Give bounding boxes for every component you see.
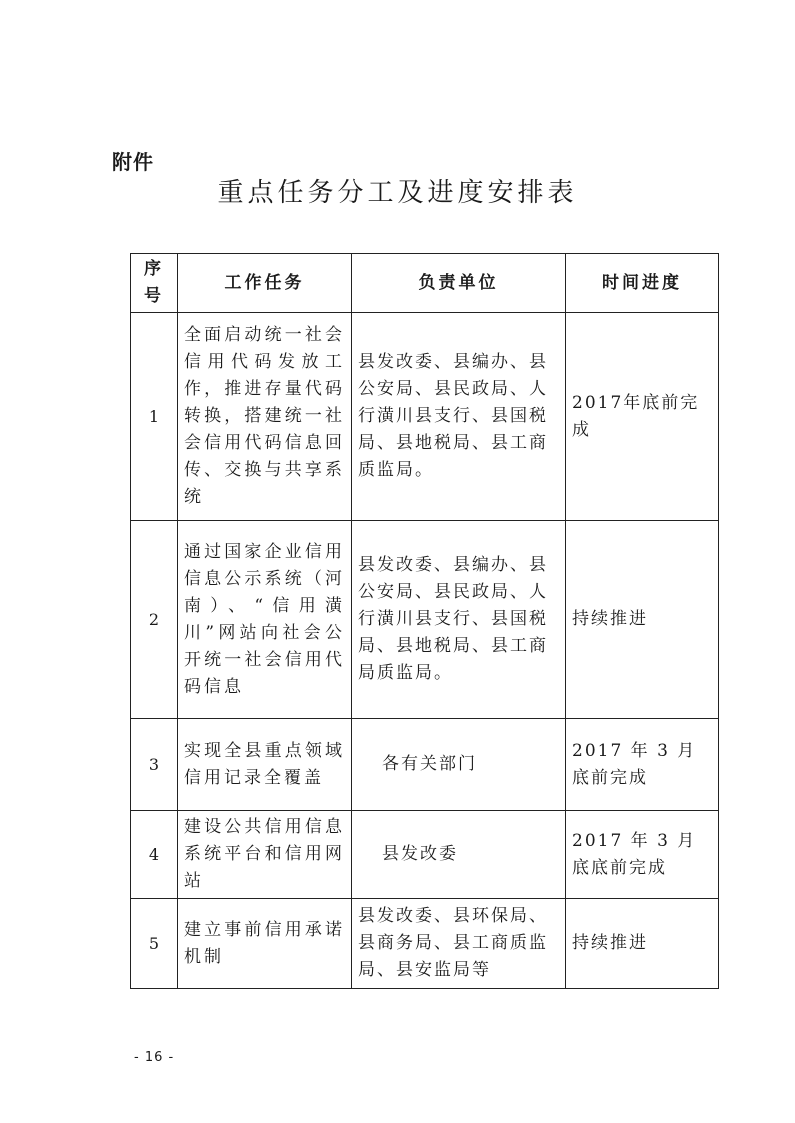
row-task: 建设公共信用信息系统平台和信用网站 — [178, 811, 352, 899]
row-unit: 县发改委、县环保局、县商务局、县工商质监局、县安监局等 — [352, 899, 566, 989]
row-task: 通过国家企业信用信息公示系统（河南）、“信用潢川”网站向社会公开统一社会信用代码信息 — [178, 521, 352, 719]
row-unit: 县发改委 — [352, 811, 566, 899]
attachment-label: 附件 — [112, 150, 154, 174]
row-no: 4 — [131, 811, 178, 899]
header-task: 工作任务 — [178, 254, 352, 313]
table-row — [131, 811, 719, 899]
row-time: 持续推进 — [566, 899, 719, 989]
header-unit: 负责单位 — [352, 254, 566, 313]
row-time: 持续推进 — [566, 521, 719, 719]
row-task: 实现全县重点领域信用记录全覆盖 — [178, 719, 352, 811]
table-header-row — [131, 254, 719, 313]
row-unit: 各有关部门 — [352, 719, 566, 811]
table-row — [131, 313, 719, 521]
row-unit: 县发改委、县编办、县公安局、县民政局、人行潢川县支行、县国税局、县地税局、县工商局质监局。 — [352, 521, 566, 719]
row-no: 2 — [131, 521, 178, 719]
table-row — [131, 719, 719, 811]
task-table — [130, 253, 719, 989]
header-no: 序号 — [131, 254, 178, 313]
row-task: 建立事前信用承诺机制 — [178, 899, 352, 989]
row-time: 2017 年 3 月底前完成 — [566, 719, 719, 811]
row-unit: 县发改委、县编办、县公安局、县民政局、人行潢川县支行、县国税局、县地税局、县工商质监局。 — [352, 313, 566, 521]
row-time: 2017 年 3 月底底前完成 — [566, 811, 719, 899]
row-task: 全面启动统一社会信用代码发放工作，推进存量代码转换，搭建统一社会信用代码信息回传、交换与共享系统 — [178, 313, 352, 521]
row-no: 5 — [131, 899, 178, 989]
row-time: 2017年底前完成 — [566, 313, 719, 521]
row-no: 1 — [131, 313, 178, 521]
page-title: 重点任务分工及进度安排表 — [217, 178, 578, 208]
header-time: 时间进度 — [566, 254, 719, 313]
page-number: - 16 - — [134, 1050, 175, 1065]
table-row — [131, 521, 719, 719]
row-no: 3 — [131, 719, 178, 811]
table-row — [131, 899, 719, 989]
